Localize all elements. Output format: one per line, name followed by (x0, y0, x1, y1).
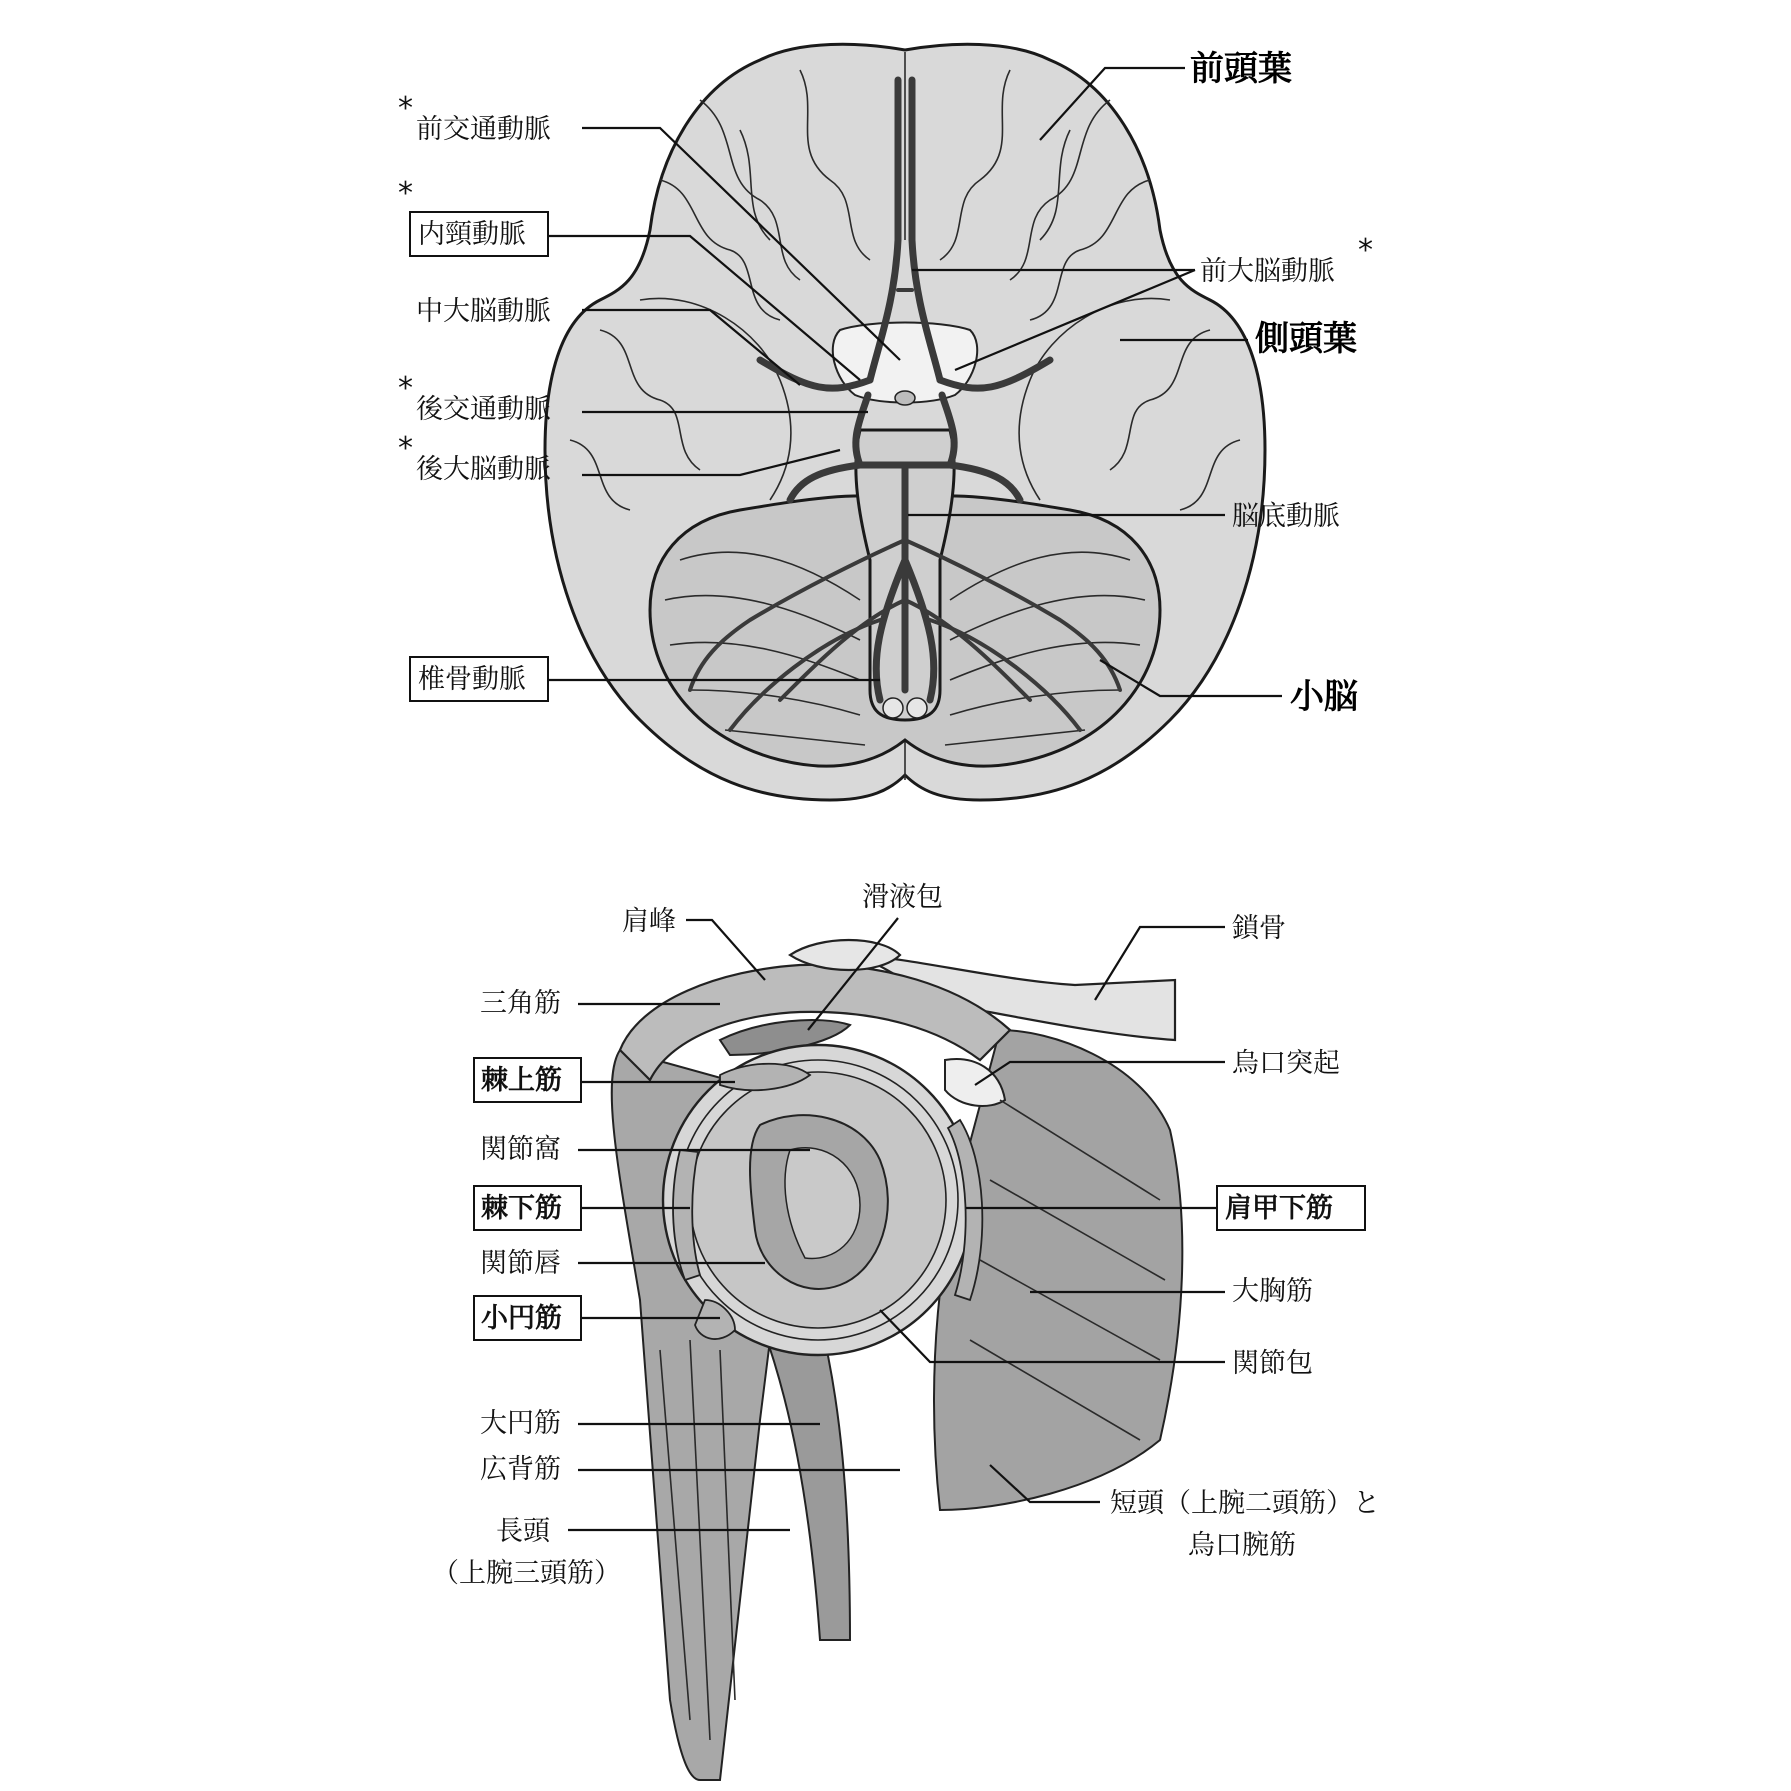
label-cerebellum: 小脳 (1290, 677, 1358, 717)
svg-text:*: * (398, 91, 413, 126)
svg-text:*: * (398, 431, 413, 466)
label-posterior-communicating-artery: 後交通動脈 (416, 394, 551, 425)
label-coracobrachialis: 烏口腕筋 (1188, 1530, 1296, 1561)
label-pectoralis-major: 大胸筋 (1232, 1276, 1313, 1307)
label-labrum: 関節唇 (480, 1248, 561, 1279)
label-middle-cerebral-artery: 中大脳動脈 (416, 296, 551, 327)
label-teres-major: 大円筋 (480, 1408, 561, 1439)
label-posterior-cerebral-artery: 後大脳動脈 (416, 454, 551, 485)
label-basilar-artery: 脳底動脈 (1232, 501, 1340, 532)
label-bursa: 滑液包 (862, 882, 943, 913)
label-vertebral-artery: 椎骨動脈 (418, 664, 526, 695)
svg-text:*: * (398, 371, 413, 406)
label-anterior-communicating-artery: 前交通動脈 (416, 114, 551, 145)
label-short-head: 短頭（上腕二頭筋）と (1110, 1488, 1380, 1519)
label-long-head: 長頭 (496, 1516, 550, 1547)
label-anterior-cerebral-artery: 前大脳動脈 (1200, 256, 1335, 287)
label-supraspinatus: 棘上筋 (481, 1065, 562, 1096)
label-latissimus: 広背筋 (480, 1454, 561, 1485)
label-infraspinatus: 棘下筋 (481, 1193, 562, 1224)
shoulder-illustration (612, 940, 1183, 1780)
label-glenoid: 関節窩 (480, 1134, 561, 1165)
label-subscapularis: 肩甲下筋 (1225, 1193, 1333, 1224)
label-clavicle: 鎖骨 (1232, 913, 1286, 944)
svg-text:*: * (398, 176, 413, 211)
brain-illustration (545, 44, 1265, 800)
label-internal-carotid-artery: 内頸動脈 (418, 219, 526, 250)
label-capsule: 関節包 (1232, 1348, 1313, 1379)
svg-text:*: * (1358, 233, 1373, 268)
label-temporal-lobe: 側頭葉 (1255, 319, 1357, 359)
label-deltoid: 三角筋 (480, 988, 561, 1019)
teres-strap (760, 1320, 850, 1640)
label-coracoid-process: 烏口突起 (1232, 1048, 1340, 1079)
label-acromion: 肩峰 (622, 906, 676, 937)
label-teres-minor: 小円筋 (481, 1303, 562, 1334)
label-frontal-lobe: 前頭葉 (1190, 49, 1292, 89)
label-triceps: （上腕三頭筋） (432, 1558, 621, 1589)
